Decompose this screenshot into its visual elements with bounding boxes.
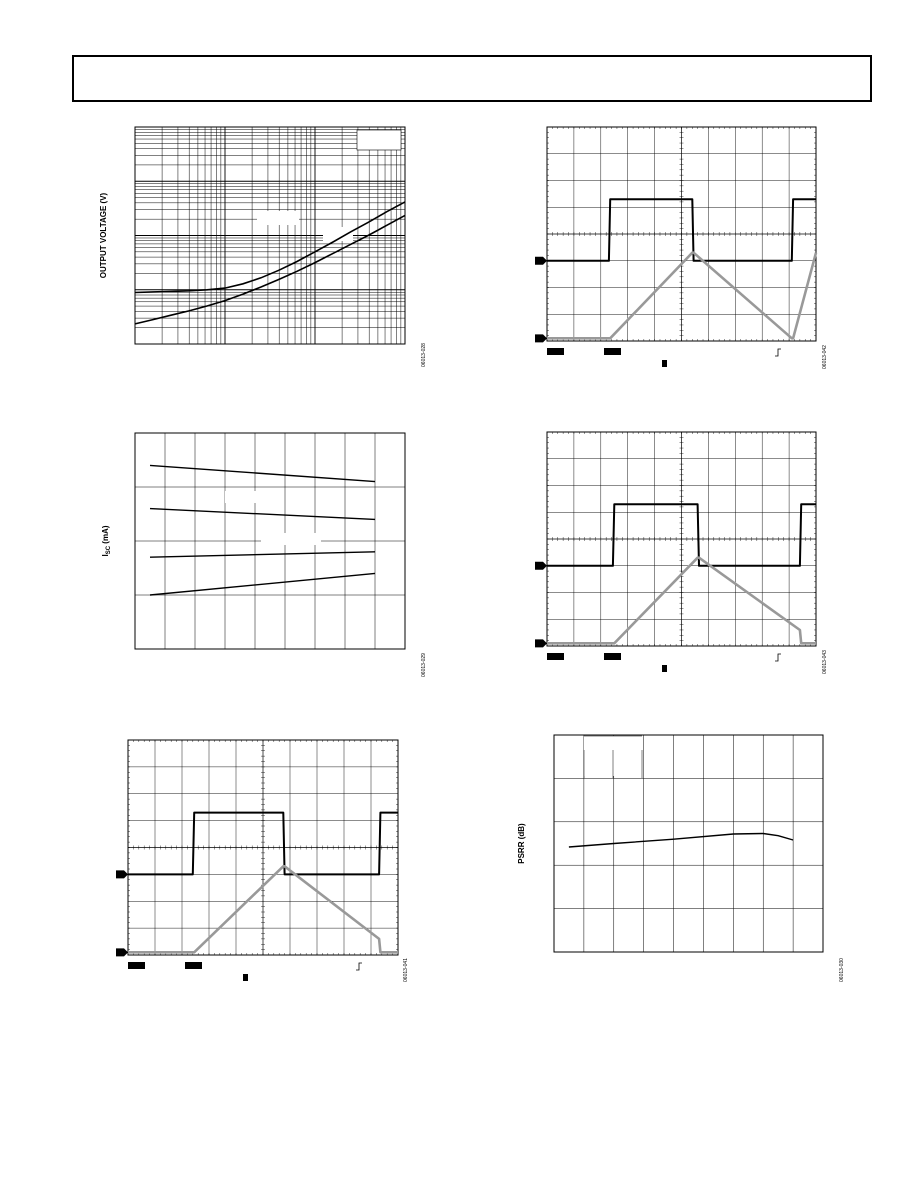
y-axis-title: $I_{SC}$ (mA) <box>101 525 112 557</box>
timebase-marker <box>243 974 248 981</box>
figure-id-label: 06013-030 <box>839 958 845 982</box>
y-axis-title: OUTPUT VOLTAGE (V) <box>99 192 108 279</box>
figure-id-label: 06013-043 <box>822 650 828 674</box>
channel-2-ground-marker <box>535 639 547 647</box>
channel-2-setting-box <box>604 653 621 660</box>
curve-label-box <box>257 211 299 225</box>
channel-2-ground-marker <box>535 334 547 342</box>
trigger-edge-icon <box>775 349 781 356</box>
channel-2-setting-box <box>185 962 202 969</box>
figure-id-label: 06013-029 <box>421 653 427 677</box>
log-grid <box>135 127 405 344</box>
figure-id-label: 06013-028 <box>421 343 427 367</box>
series-line-1 <box>569 834 793 848</box>
figure-id-label: 06013-041 <box>403 958 409 982</box>
series-line-1 <box>150 465 375 481</box>
channel-1-setting-box <box>547 653 564 660</box>
curve-label-box <box>225 491 261 503</box>
channel-2-setting-box <box>604 348 621 355</box>
trigger-edge-icon <box>356 963 362 970</box>
legend-box <box>357 130 401 150</box>
channel-1-ground-marker <box>116 870 128 878</box>
series-line-3 <box>150 552 375 557</box>
series-line-2 <box>150 509 375 520</box>
trigger-edge-icon <box>775 654 781 661</box>
y-axis-title: PSRR (dB) <box>517 823 526 864</box>
figure-id-label: 06013-042 <box>822 345 828 369</box>
channel-1-setting-box <box>547 348 564 355</box>
series-line-2 <box>135 215 405 324</box>
curve-label-box <box>261 533 321 545</box>
channel-1-ground-marker <box>535 562 547 570</box>
channel-1-ground-marker <box>535 257 547 265</box>
channel-2-ground-marker <box>116 948 128 956</box>
timebase-marker <box>662 665 667 672</box>
series-line-4 <box>150 573 375 595</box>
channel-1-setting-box <box>128 962 145 969</box>
timebase-marker <box>662 360 667 367</box>
scope-grid <box>547 127 816 341</box>
